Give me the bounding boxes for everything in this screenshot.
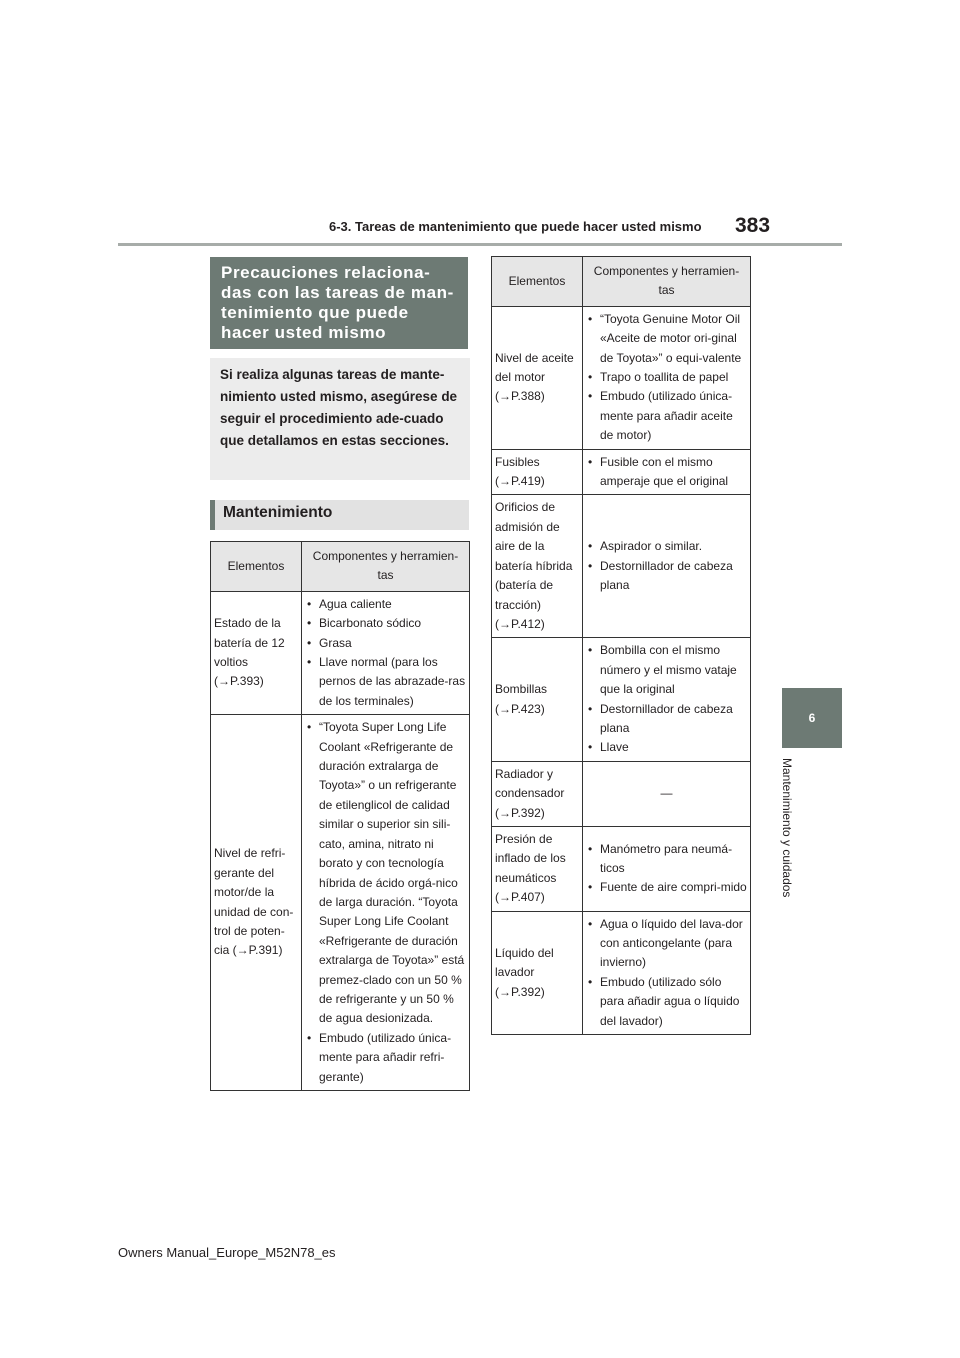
table-row (492, 911, 751, 1034)
precautions-heading: Precauciones relaciona-das con las tareas de man-tenimiento que puede hacer usted mismo (210, 257, 468, 349)
components-cell (583, 638, 751, 761)
element-cell: Estado de la batería de 12 voltios (→P.393) (211, 591, 302, 714)
components-cell (583, 911, 751, 1034)
element-cell: Nivel de aceite del motor (→P.388) (492, 306, 583, 449)
components-cell (302, 715, 470, 1091)
components-cell (583, 826, 751, 911)
component-item: • Agua o líquido del lava-dor con anticongelante (para invierno) (586, 915, 747, 973)
element-cell: Bombillas (→P.423) (492, 638, 583, 761)
component-item: • Embudo (utilizado única-mente para añadir refri-gerante) (305, 1029, 466, 1087)
component-item: • Bombilla con el mismo número y el mismo vataje que la original (586, 641, 747, 699)
components-list (305, 595, 466, 711)
component-item: • “Toyota Genuine Motor Oil «Aceite de motor ori-ginal de Toyota»” o equi-valente (586, 310, 747, 368)
components-list (586, 840, 747, 898)
footer-text: Owners Manual_Europe_M52N78_es (118, 1245, 336, 1260)
element-cell: Líquido del lavador (→P.392) (492, 911, 583, 1034)
components-cell (583, 449, 751, 495)
components-list (586, 915, 747, 1031)
component-item: • Trapo o toallita de papel (586, 368, 747, 387)
table-row (492, 495, 751, 638)
left-table-body (211, 591, 470, 1090)
header-elements: Elementos (211, 542, 302, 592)
table-header-row (492, 257, 751, 307)
component-item: • Destornillador de cabeza plana (586, 557, 747, 596)
right-table-body (492, 306, 751, 1034)
element-cell: Orificios de admisión de aire de la batería híbrida (batería de tracción) (→P.412) (492, 495, 583, 638)
element-cell: Radiador y condensador (→P.392) (492, 761, 583, 826)
component-item: • “Toyota Super Long Life Coolant «Refrigerante de duración extralarga de Toyota»” o un refrigerante de etilenglicol de calidad similar o superior sin sili-cato, amina, nitrato ni borato y con tecnología híbrida de ácido orgá-nico de larga duración. “Toyota Super Long Life Coolant «Refrigerante de duración extralarga de Toyota»” está premez-clado con un 50 % de refrigerante y un 50 % de agua desionizada. (305, 718, 466, 1029)
element-cell: Presión de inflado de los neumáticos (→P.407) (492, 826, 583, 911)
components-list (586, 310, 747, 446)
component-item: • Embudo (utilizado sólo para añadir agua o líquido del lavador) (586, 973, 747, 1031)
header-components: Componentes y herramien-tas (583, 257, 751, 307)
components-cell (302, 591, 470, 714)
component-item: • Llave normal (para los pernos de las abrazade-ras de los terminales) (305, 653, 466, 711)
element-cell: Nivel de refri-gerante del motor/de la unidad de con-trol de poten-cia (→P.391) (211, 715, 302, 1091)
table-row (492, 761, 751, 826)
precautions-text: Si realiza algunas tareas de mante-nimiento usted mismo, asegúrese de seguir el procedimiento ade-cuado que detallamos en estas secciones. (210, 358, 470, 480)
components-cell (583, 495, 751, 638)
component-item: • Manómetro para neumá-ticos (586, 840, 747, 879)
component-item: • Grasa (305, 634, 466, 653)
element-cell: Fusibles (→P.419) (492, 449, 583, 495)
chapter-number: 6 (808, 711, 816, 725)
chapter-tab (782, 688, 842, 748)
header-rule (118, 243, 842, 246)
components-cell (583, 306, 751, 449)
components-list (586, 641, 747, 757)
maintenance-heading: Mantenimiento (210, 500, 469, 530)
left-maintenance-table (210, 541, 470, 1091)
component-item: • Aspirador o similar. (586, 537, 747, 556)
component-item: • Destornillador de cabeza plana (586, 700, 747, 739)
chapter-label: Mantenimiento y cuidados (780, 758, 794, 898)
components-list (586, 453, 747, 492)
table-row (492, 306, 751, 449)
right-maintenance-table (491, 256, 751, 1035)
header-components: Componentes y herramien-tas (302, 542, 470, 592)
chapter-label-container (774, 758, 814, 918)
components-list (586, 537, 747, 595)
component-item: • Fuente de aire compri-mido (586, 878, 747, 897)
components-list (305, 718, 466, 1087)
component-item: • Agua caliente (305, 595, 466, 614)
table-header-row (211, 542, 470, 592)
table-row (492, 449, 751, 495)
table-row (492, 826, 751, 911)
table-row (492, 638, 751, 761)
component-item: • Fusible con el mismo amperaje que el original (586, 453, 747, 492)
table-row (211, 591, 470, 714)
components-cell: — (583, 761, 751, 826)
header-elements: Elementos (492, 257, 583, 307)
table-row (211, 715, 470, 1091)
component-item: • Llave (586, 738, 747, 757)
section-title: 6-3. Tareas de mantenimiento que puede hacer usted mismo (329, 219, 702, 234)
component-item: • Bicarbonato sódico (305, 614, 466, 633)
component-item: • Embudo (utilizado única-mente para añadir aceite de motor) (586, 387, 747, 445)
page-number: 383 (735, 214, 771, 237)
